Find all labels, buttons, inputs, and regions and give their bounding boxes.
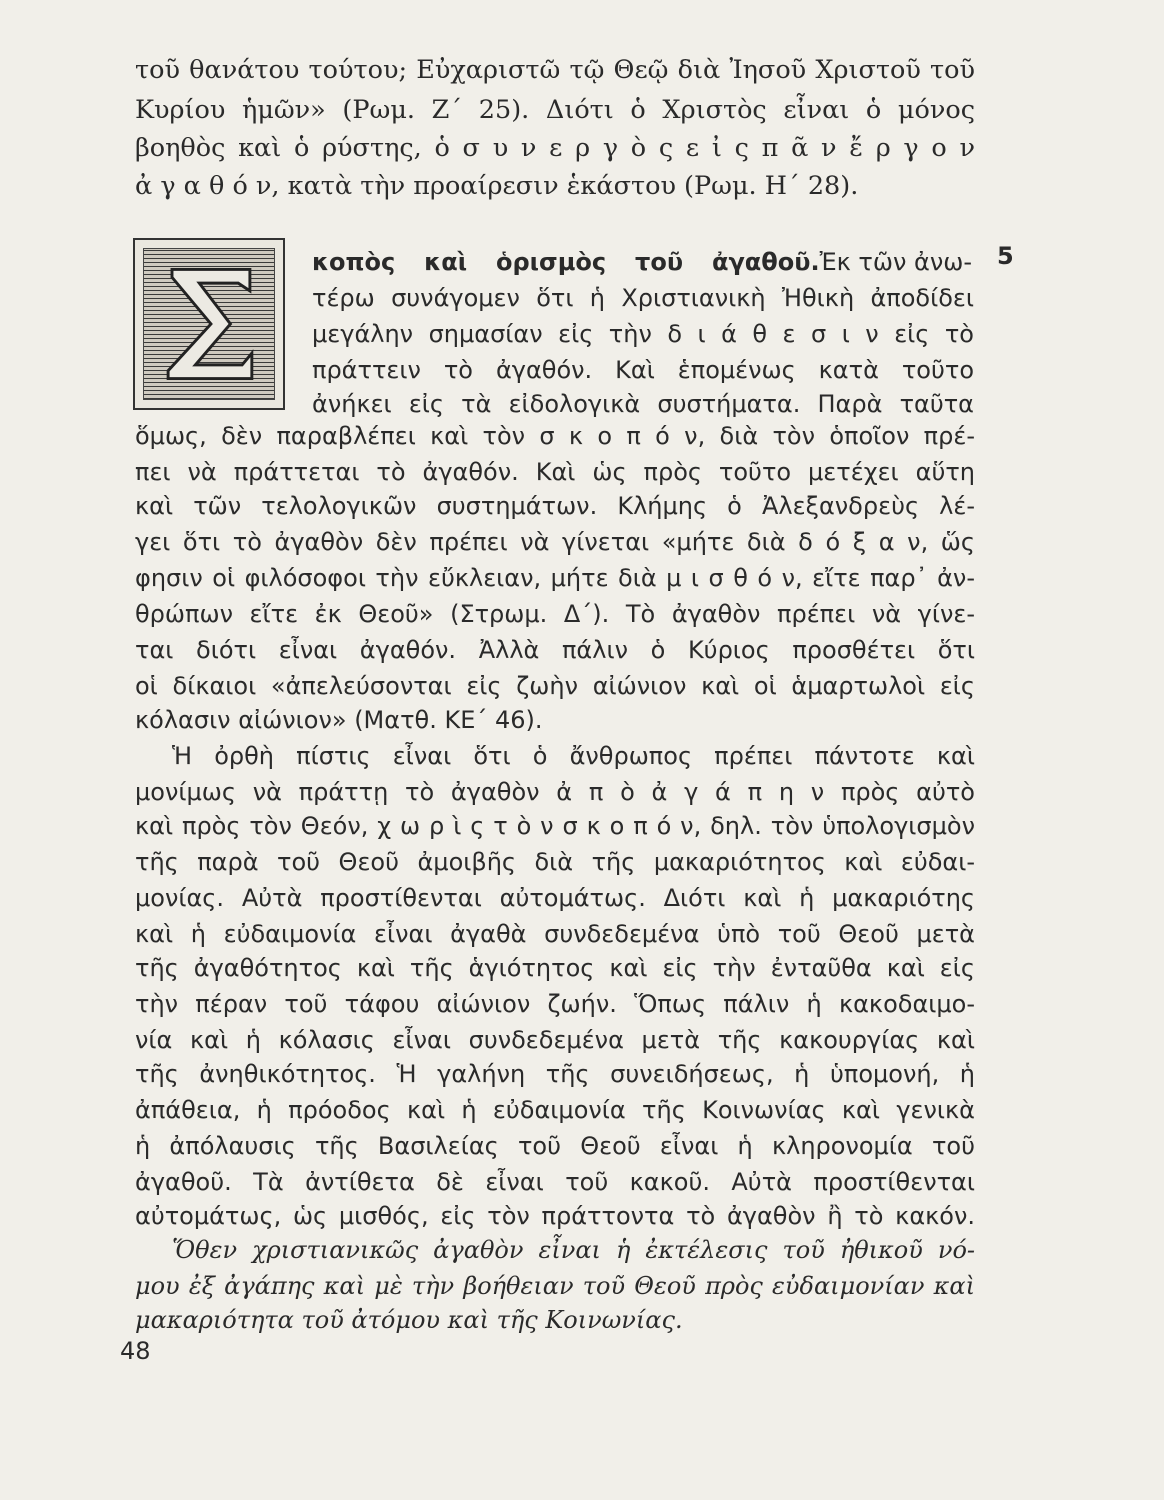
text-line: καὶ ἡ εὐδαιμονία εἶναι ἀγαθὰ συνδεδεμένα ὑπὸ τοῦ Θεοῦ μετὰ [135, 920, 975, 948]
text-line: μακαριότητα τοῦ ἀτόμου καὶ τῆς Κοινωνίας. [135, 1306, 683, 1334]
text-line: ἀγαθοῦ. Τὰ ἀντίθετα δὲ εἶναι τοῦ κακοῦ. Αὐτὰ προστίθενται [135, 1168, 975, 1196]
text-line: ἀπάθεια, ἡ πρόοδος καὶ ἡ εὐδαιμονία τῆς Κοινωνίας καὶ γενικὰ [135, 1096, 975, 1124]
text-line: τῆς ἀνηθικότητος. Ἡ γαλήνη τῆς συνειδήσεως, ἡ ὑπομονή, ἡ [135, 1060, 975, 1088]
text-line: αὐτομάτως, ὡς μισθός, εἰς τὸν πράττοντα τὸ ἀγαθὸν ἢ τὸ κακόν. [135, 1202, 975, 1230]
text-line: Κυρίου ἡμῶν» (Ρωμ. Ζ΄ 25). Διότι ὁ Χριστὸς εἶναι ὁ μόνος [135, 95, 975, 125]
heading-continuation: Ἐκ τῶν ἀνω- [819, 248, 972, 276]
text-line: ἡ ἀπόλαυσις τῆς Βασιλείας τοῦ Θεοῦ εἶναι ἡ κληρονομία τοῦ [135, 1132, 975, 1160]
text-line: ἀ γ α θ ό ν, κατὰ τὴν προαίρεσιν ἑκάστου (Ρωμ. Η΄ 28). [135, 171, 859, 201]
text-line: Ἡ ὀρθὴ πίστις εἶναι ὅτι ὁ ἄνθρωπος πρέπει πάντοτε καὶ [172, 742, 975, 770]
text-line: οἱ δίκαιοι «ἀπελεύσονται εἰς ζωὴν αἰώνιον καὶ οἱ ἁμαρτωλοὶ εἰς [135, 672, 975, 700]
text-line: θρώπων εἴτε ἐκ Θεοῦ» (Στρωμ. Δ΄). Τὸ ἀγαθὸν πρέπει νὰ γίνε- [135, 600, 975, 628]
text-line: Ὅθεν χριστιανικῶς ἀγαθὸν εἶναι ἡ ἐκτέλεσις τοῦ ἠθικοῦ νό- [172, 1236, 975, 1264]
section-heading: κοπὸς καὶ ὁρισμὸς τοῦ ἀγαθοῦ. [312, 248, 820, 276]
text-line: κόλασιν αἰώνιον» (Ματθ. ΚΕ΄ 46). [135, 706, 543, 734]
text-line: καὶ τῶν τελολογικῶν συστημάτων. Κλήμης ὁ Ἀλεξανδρεὺς λέ- [135, 492, 975, 520]
text-line: μονίας. Αὐτὰ προστίθενται αὐτομάτως. Διότι καὶ ἡ μακαριότης [135, 884, 975, 912]
text-line: τὴν πέραν τοῦ τάφου αἰώνιον ζωήν. Ὅπως πάλιν ἡ κακοδαιμο- [135, 990, 975, 1018]
text-line: μεγάλην σημασίαν εἰς τὴν δ ι ά θ ε σ ι ν εἰς τὸ [312, 320, 974, 348]
text-line: μονίμως νὰ πράττῃ τὸ ἀγαθὸν ἀ π ὸ ἀ γ ά π η ν πρὸς αὐτὸ [135, 778, 975, 806]
text-line: γει ὅτι τὸ ἀγαθὸν δὲν πρέπει νὰ γίνεται «μήτε διὰ δ ό ξ α ν, ὥς [135, 528, 975, 556]
text-line: τῆς ἀγαθότητος καὶ τῆς ἁγιότητος καὶ εἰς τὴν ἐνταῦθα καὶ εἰς [135, 954, 975, 982]
text-line: μου ἐξ ἀγάπης καὶ μὲ τὴν βοήθειαν τοῦ Θεοῦ πρὸς εὐδαιμονίαν καὶ [135, 1272, 975, 1300]
text-line: καὶ πρὸς τὸν Θεόν, χ ω ρ ὶ ς τ ὸ ν σ κ ο π ό ν, δηλ. τὸν ὑπολογισμὸν [135, 812, 975, 840]
text-line: ἀνήκει εἰς τὰ εἰδολογικὰ συστήματα. Παρὰ ταῦτα [312, 390, 974, 418]
section-number: 5 [997, 242, 1014, 270]
text-line: ὅμως, δὲν παραβλέπει καὶ τὸν σ κ ο π ό ν, διὰ τὸν ὁποῖον πρέ- [135, 422, 975, 450]
text-line: πράττειν τὸ ἀγαθόν. Καὶ ἑπομένως κατὰ τοῦτο [312, 356, 974, 384]
text-line: πει νὰ πράττεται τὸ ἀγαθόν. Καὶ ὡς πρὸς τοῦτο μετέχει αὕτη [135, 458, 975, 486]
text-line: τῆς παρὰ τοῦ Θεοῦ ἀμοιβῆς διὰ τῆς μακαριότητος καὶ εὐδαι- [135, 848, 975, 876]
page-number: 48 [120, 1337, 151, 1365]
sigma-letter-icon [135, 240, 283, 408]
heading-line [312, 244, 972, 280]
dropcap-ornament [133, 238, 285, 410]
text-line: βοηθὸς καὶ ὁ ρύστης, ὁ σ υ ν ε ρ γ ὸ ς ε ἰ ς π ᾶ ν ἔ ρ γ ο ν [135, 133, 975, 163]
text-line: τοῦ θανάτου τούτου; Εὐχαριστῶ τῷ Θεῷ διὰ Ἰησοῦ Χριστοῦ τοῦ [135, 55, 975, 85]
text-line: φησιν οἱ φιλόσοφοι τὴν εὔκλειαν, μήτε διὰ μ ι σ θ ό ν, εἴτε παρ᾽ ἀν- [135, 564, 975, 592]
text-line: τέρω συνάγομεν ὅτι ἡ Χριστιανικὴ Ἠθικὴ ἀποδίδει [312, 284, 974, 312]
text-line: νία καὶ ἡ κόλασις εἶναι συνδεδεμένα μετὰ τῆς κακουργίας καὶ [135, 1026, 975, 1054]
text-line: ται διότι εἶναι ἀγαθόν. Ἀλλὰ πάλιν ὁ Κύριος προσθέτει ὅτι [135, 636, 975, 664]
